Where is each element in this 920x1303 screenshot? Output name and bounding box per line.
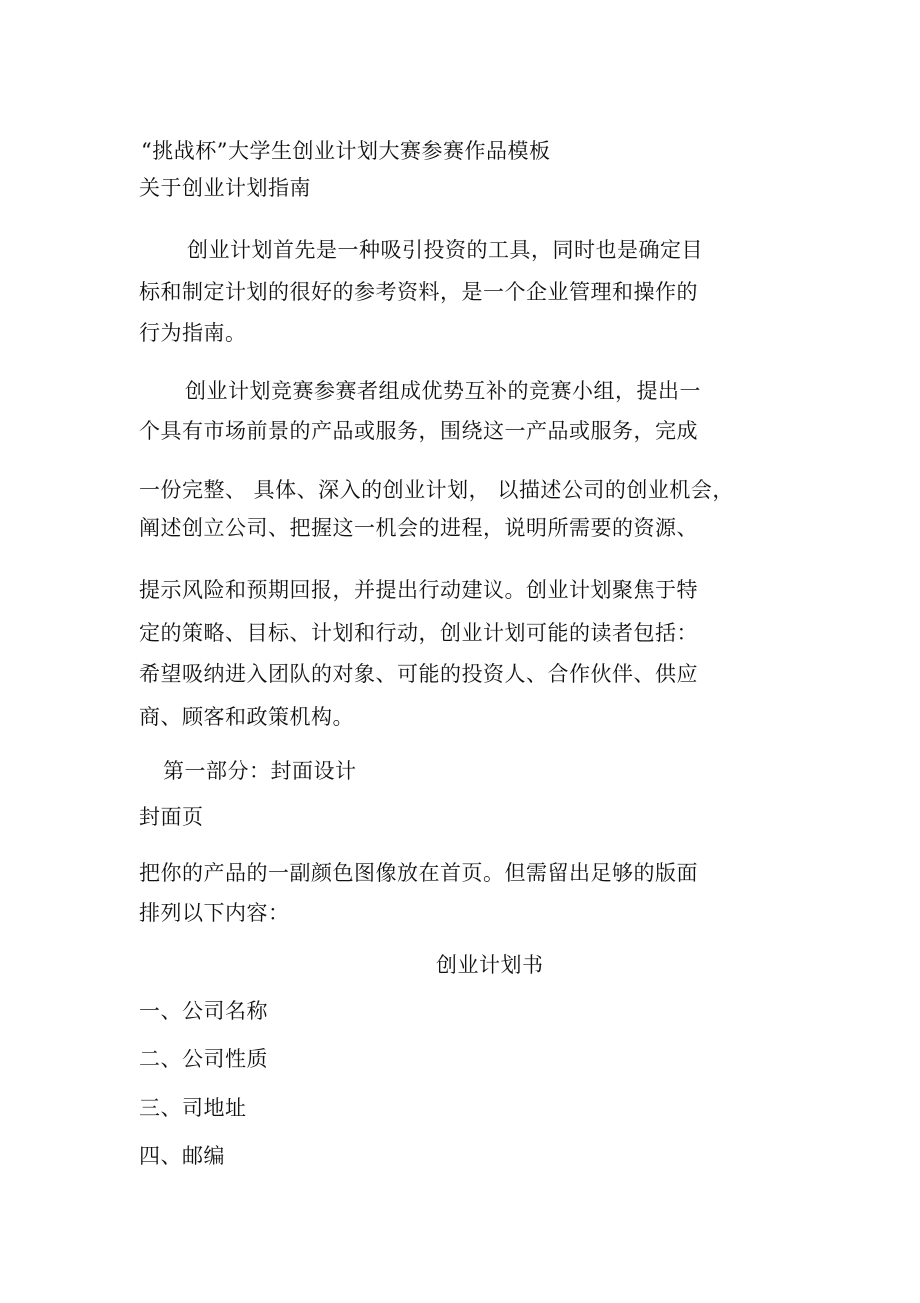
paragraph-line: 行为指南。 <box>139 321 247 345</box>
list-item: 二、公司性质 <box>139 1047 268 1071</box>
paragraph-line: 个具有市场前景的产品或服务，围绕这一产品或服务，完成 <box>139 419 698 443</box>
paragraph-line: 标和制定计划的很好的参考资料，是一个企业管理和操作的 <box>139 280 698 304</box>
paragraph-line: 定的策略、目标、计划和行动，创业计划可能的读者包括： <box>139 621 698 645</box>
paragraph-line: 一份完整、 具体、深入的创业计划， 以描述公司的创业机会， <box>139 478 734 502</box>
subsection-heading: 封面页 <box>139 805 204 829</box>
paragraph-line: 把你的产品的一副颜色图像放在首页。但需留出足够的版面 <box>139 861 698 885</box>
list-item: 三、司地址 <box>139 1096 247 1120</box>
document-title: “挑战杯”大学生创业计划大赛参赛作品模板 <box>141 139 551 163</box>
paragraph-line: 排列以下内容： <box>139 901 290 925</box>
paragraph-line: 创业计划竞赛参赛者组成优势互补的竞赛小组，提出一 <box>185 379 701 403</box>
section-heading: 第一部分：封面设计 <box>163 759 357 783</box>
center-title: 创业计划书 <box>436 953 544 977</box>
document-subtitle: 关于创业计划指南 <box>139 176 311 200</box>
paragraph-line: 提示风险和预期回报，并提出行动建议。创业计划聚焦于特 <box>139 578 698 602</box>
paragraph-line: 阐述创立公司、把握这一机会的进程，说明所需要的资源、 <box>139 516 698 540</box>
list-item: 四、邮编 <box>139 1144 225 1168</box>
paragraph-line: 商、顾客和政策机构。 <box>139 705 354 729</box>
paragraph-line: 希望吸纳进入团队的对象、可能的投资人、合作伙伴、供应 <box>139 662 698 686</box>
list-item: 一、公司名称 <box>139 999 268 1023</box>
paragraph-line: 创业计划首先是一种吸引投资的工具，同时也是确定目 <box>187 238 703 262</box>
